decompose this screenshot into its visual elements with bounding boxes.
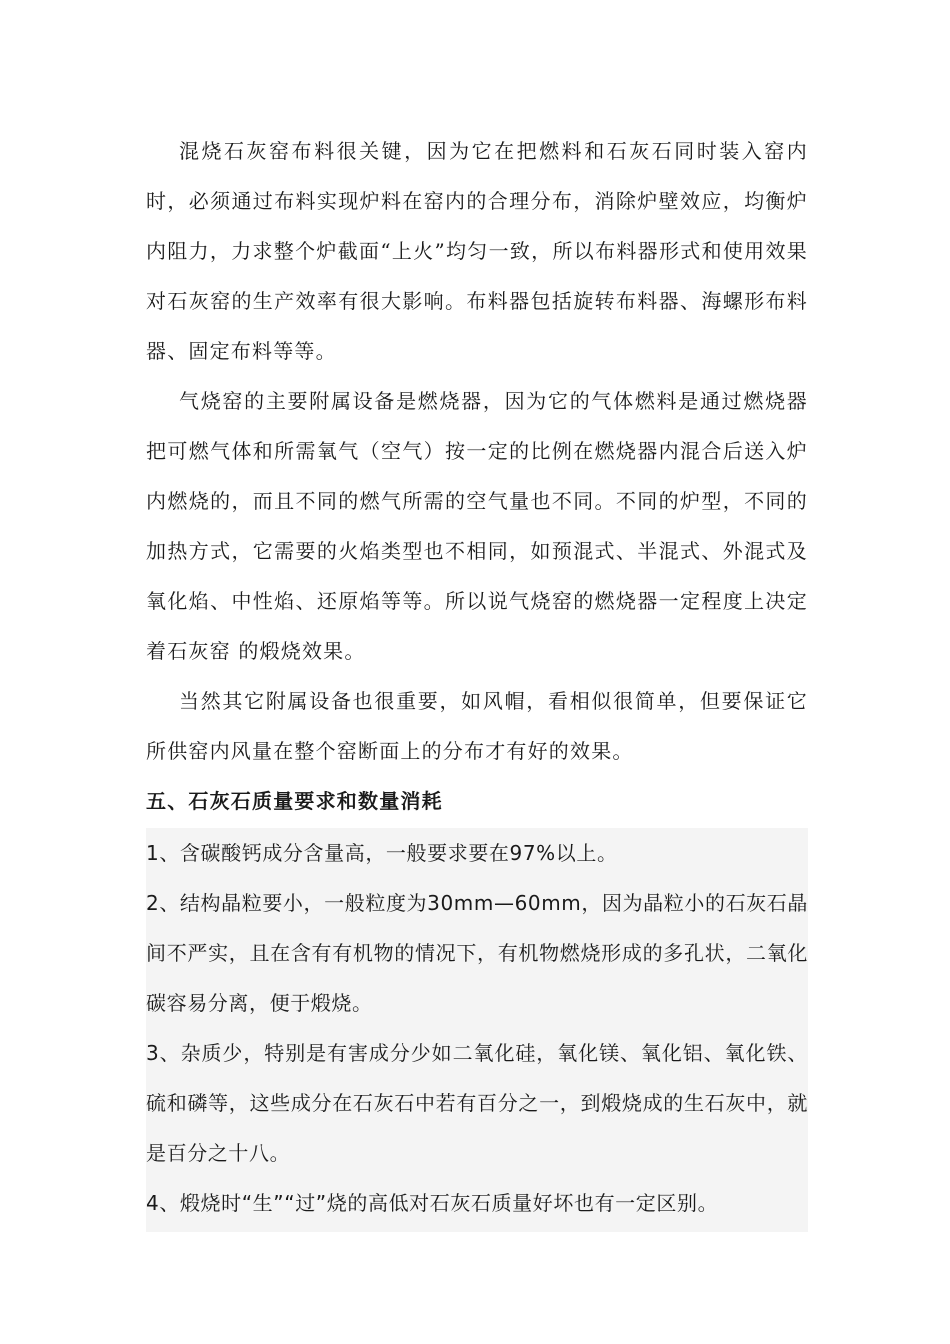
paragraph-burner: 气烧窑的主要附属设备是燃烧器，因为它的气体燃料是通过燃烧器把可燃气体和所需氧气（空气）按一定的比例在燃烧器内混合后送入炉内燃烧的，而且不同的燃气所需的空气量也不同。不同的炉型，不同的加热方式，它需要的火焰类型也不相同，如预混式、半混式、外混式及氧化焰、中性焰、还原焰等等。所以说气烧窑的燃烧器一定程度上决定着石灰窑 的煅烧效果。 [146, 389, 808, 663]
list-item: 2、结构晶粒要小，一般粒度为30mm—60mm，因为晶粒小的石灰石晶间不严实，且在含有有机物的情况下，有机物燃烧形成的多孔状，二氧化碳容易分离，便于煅烧。 [146, 891, 808, 1015]
paragraph-kiln-distribution: 混烧石灰窑布料很关键，因为它在把燃料和石灰石同时装入窑内时，必须通过布料实现炉料在窑内的合理分布，消除炉壁效应，均衡炉内阻力，力求整个炉截面“上火”均匀一致，所以布料器形式和使用效果对石灰窑的生产效率有很大影响。布料器包括旋转布料器、海螺形布料器、固定布料等等。 [146, 139, 808, 363]
list-item: 4、煅烧时“生”“过”烧的高低对石灰石质量好坏也有一定区别。 [146, 1191, 719, 1215]
list-item: 3、杂质少，特别是有害成分少如二氧化硅，氧化镁、氧化铝、氧化铁、硫和磷等，这些成分在石灰石中若有百分之一，到煅烧成的生石灰中，就是百分之十八。 [146, 1041, 808, 1165]
list-item: 1、含碳酸钙成分含量高，一般要求要在97%以上。 [146, 841, 618, 865]
requirements-list [146, 828, 808, 1232]
section-heading: 五、石灰石质量要求和数量消耗 [146, 789, 443, 813]
document-page [146, 126, 808, 1232]
paragraph-accessories: 当然其它附属设备也很重要，如风帽，看相似很简单，但要保证它所供窑内风量在整个窑断面上的分布才有好的效果。 [146, 689, 808, 763]
